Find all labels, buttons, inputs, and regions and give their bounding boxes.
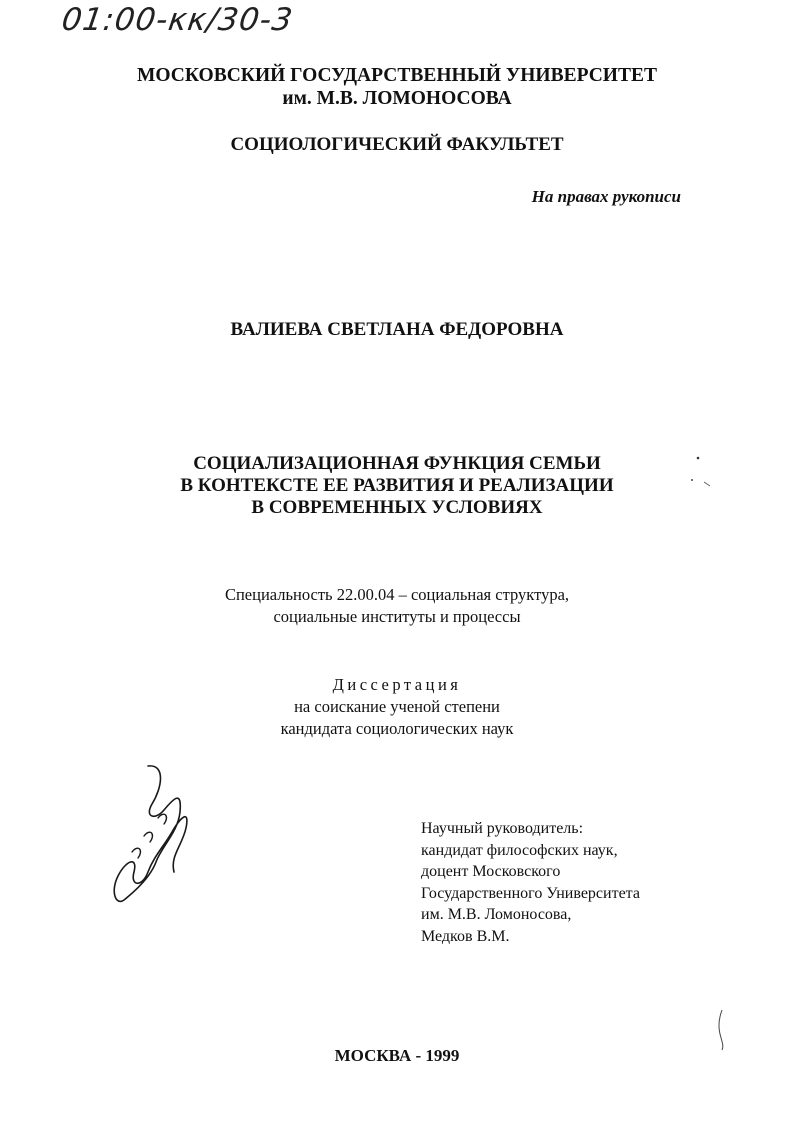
- advisor-line-6: Медков В.М.: [421, 927, 510, 945]
- scientific-advisor: [421, 818, 640, 947]
- faculty-name: СОЦИОЛОГИЧЕСКИЙ ФАКУЛЬТЕТ: [230, 134, 564, 155]
- place-and-year: МОСКВА - 1999: [334, 1046, 460, 1065]
- dissertation-heading: Диссертация: [332, 675, 462, 694]
- dissertation-line-2: кандидата социологических наук: [280, 719, 514, 738]
- title-line-2: В КОНТЕКСТЕ ЕЕ РАЗВИТИЯ И РЕАЛИЗАЦИИ: [180, 475, 614, 496]
- handwritten-archive-code: 01:00-κκ/30-3: [59, 2, 296, 38]
- title-line-1: СОЦИАЛИЗАЦИОННАЯ ФУНКЦИЯ СЕМЬИ: [193, 453, 601, 474]
- advisor-line-1: Научный руководитель:: [421, 820, 584, 837]
- title-line-3: В СОВРЕМЕННЫХ УСЛОВИЯХ: [251, 497, 543, 518]
- university-name: [0, 64, 794, 110]
- advisor-line-3: доцент Московского: [421, 863, 561, 880]
- advisor-line-4: Государственного Университета: [421, 884, 640, 902]
- manuscript-note: На правах рукописи: [531, 187, 681, 206]
- author-signature: [108, 760, 208, 920]
- dissertation-info: [0, 674, 794, 740]
- author-name: ВАЛИЕВА СВЕТЛАНА ФЕДОРОВНА: [230, 319, 564, 340]
- dissertation-title: [0, 453, 794, 519]
- advisor-line-5: им. М.В. Ломоносова,: [421, 906, 572, 923]
- advisor-line-2: кандидат философских наук,: [421, 841, 618, 859]
- scan-speck-marks: [688, 452, 718, 492]
- specialty: [0, 584, 794, 628]
- university-line-2: им. М.В. ЛОМОНОСОВА: [282, 88, 512, 109]
- university-line-1: МОСКОВСКИЙ ГОСУДАРСТВЕННЫЙ УНИВЕРСИТЕТ: [137, 65, 657, 86]
- specialty-line-1: Специальность 22.00.04 – социальная структура,: [224, 585, 570, 604]
- dissertation-line-1: на соискание ученой степени: [294, 697, 500, 716]
- specialty-line-2: социальные институты и процессы: [273, 607, 521, 626]
